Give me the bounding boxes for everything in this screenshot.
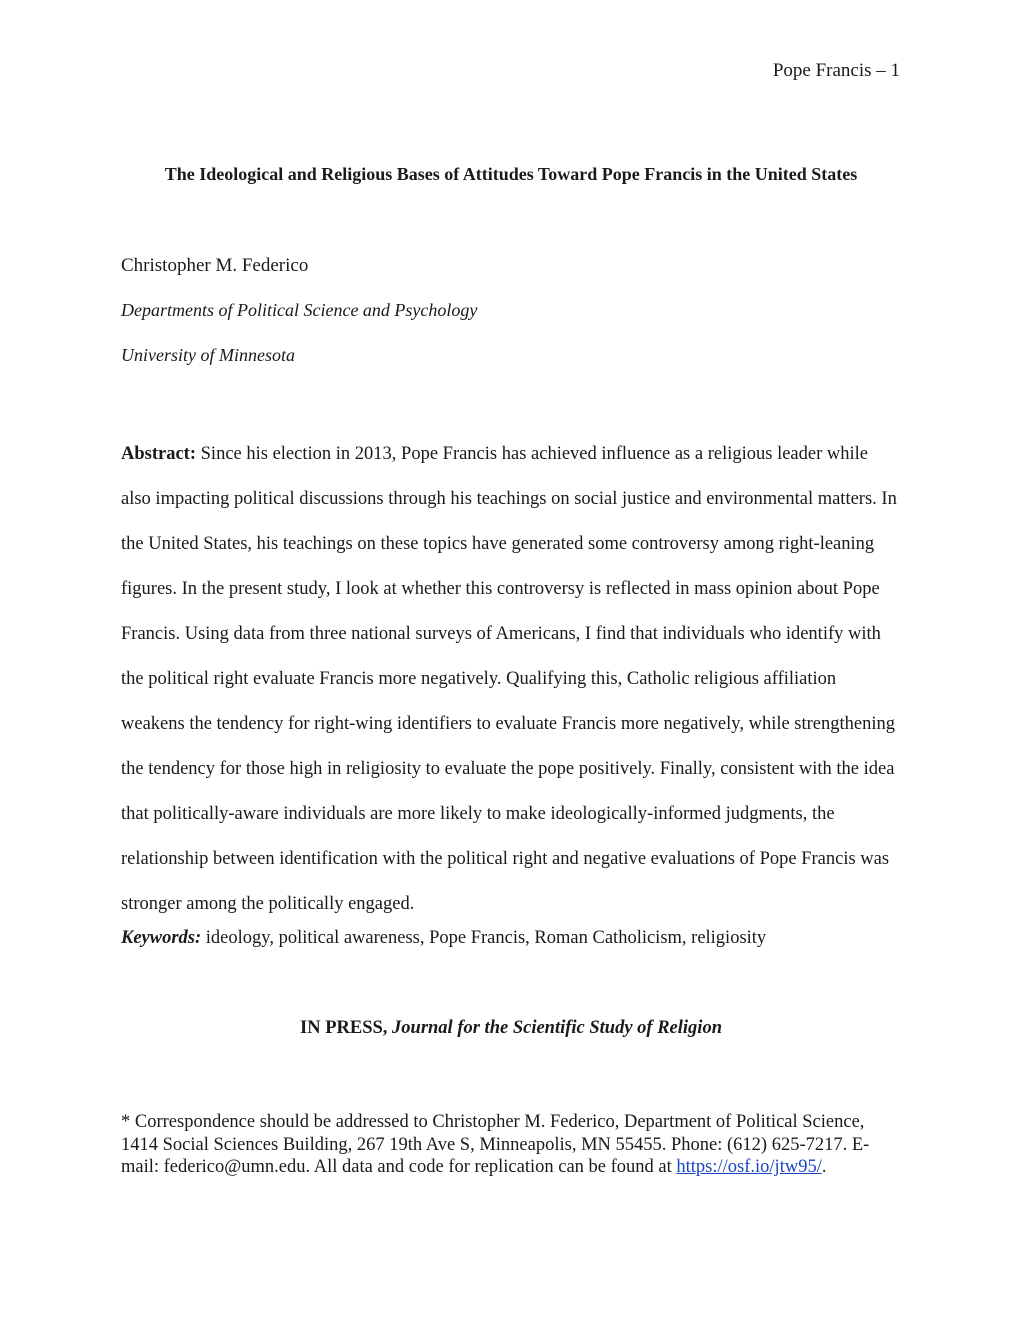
abstract [121,432,901,927]
affiliation-department: Departments of Political Science and Psychology [121,300,478,320]
abstract-text: Since his election in 2013, Pope Francis has achieved influence as a religious leader while also impacting political discussions through his teachings on social justice and environmental matters. In the United States, his teachings on these topics have generated some controversy among right-leaning figures. In the present study, I look at whether this controversy is reflected in mass opinion about Pope Francis. Using data from three national surveys of Americans, I find that individuals who identify with the political right evaluate Francis more negatively. Qualifying this, Catholic religious affiliation weakens the tendency for right-wing identifiers to evaluate Francis more negatively, while strengthening the tendency for those high in religiosity to evaluate the pope positively. Finally, consistent with the idea that politically-aware individuals are more likely to make ideologically-informed judgments, the relationship between identification with the political right and negative evaluations of Pope Francis was stronger among the politically engaged. [121,444,897,914]
keywords [121,928,766,949]
running-head: Pope Francis – 1 [772,60,900,81]
footnote-trailing: . [821,1157,827,1177]
press-status: IN PRESS, [300,1018,388,1038]
press-note [120,1018,902,1039]
replication-link[interactable]: https://osf.io/jtw95/ [676,1157,822,1177]
correspondence-footnote [121,1111,901,1179]
abstract-label: Abstract: [121,444,197,464]
footnote-text: * Correspondence should be addressed to Christopher M. Federico, Department of Political Science, 1414 Social Sciences Building, 267 19th Ave S, Minneapolis, MN 55455. Phone: (612) 625-7217. E-mail: federico@umn.edu. All data and code for replication can be found at [121,1112,870,1177]
author-name: Christopher M. Federico [121,255,309,276]
keywords-label: Keywords: [121,928,202,948]
paper-title: The Ideological and Religious Bases of Attitudes Toward Pope Francis in the United States [164,164,858,184]
affiliation-university: University of Minnesota [121,345,295,365]
keywords-text: ideology, political awareness, Pope Francis, Roman Catholicism, religiosity [205,928,767,948]
journal-name: Journal for the Scientific Study of Religion [392,1018,722,1038]
